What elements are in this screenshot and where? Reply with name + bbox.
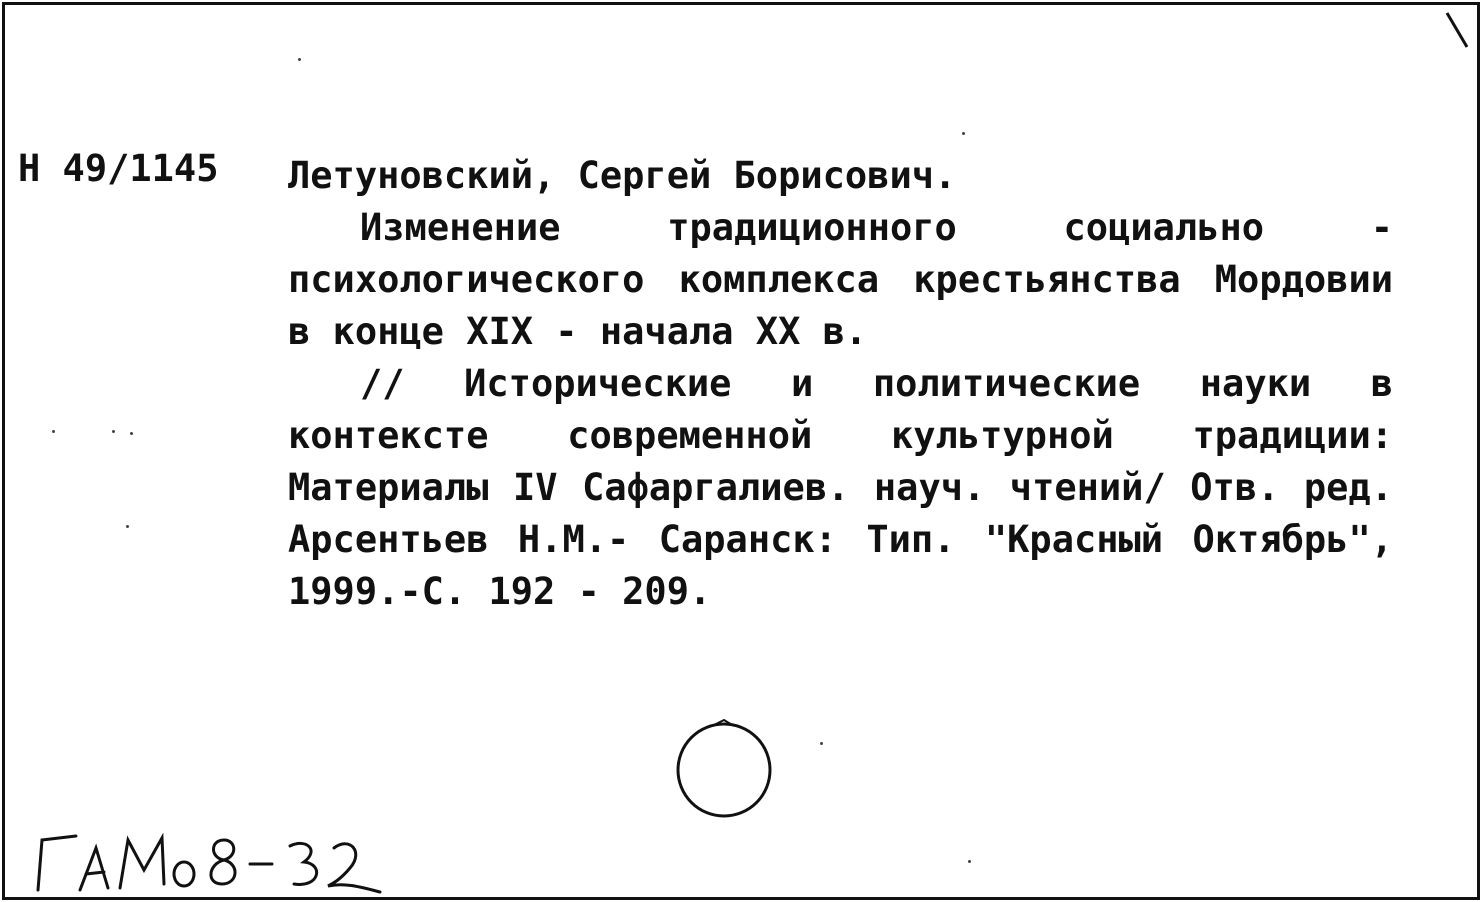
author-heading: Летуновский, Сергей Борисович. xyxy=(288,154,957,197)
paper-speck xyxy=(820,742,823,745)
handwritten-inventory-code xyxy=(28,818,398,898)
paper-speck xyxy=(130,432,133,435)
bibliographic-entry xyxy=(288,150,1393,618)
paper-speck xyxy=(968,860,971,863)
paper-speck xyxy=(52,430,55,433)
paper-speck xyxy=(112,430,115,433)
corner-scratch-mark xyxy=(1445,11,1471,51)
paper-speck xyxy=(126,525,129,528)
source-description: // Исторические и политические науки в контексте современной культурной традиции: Материалы IV Сафаргалиев. науч. чтений/ Отв. ред. Арсентьев Н.М.- Саранск: Тип. "Красный Октябрь", 1999.-С. 192 - 209. xyxy=(288,362,1393,613)
punch-hole-icon xyxy=(672,718,776,822)
paper-speck xyxy=(962,132,965,135)
shelf-mark: Н 49/1145 xyxy=(18,147,219,190)
paper-speck xyxy=(298,58,301,61)
work-title: Изменение традиционного социально - психологического комплекса крестьянства Мордовии в конце XIX - начала XX в. xyxy=(288,206,1393,353)
